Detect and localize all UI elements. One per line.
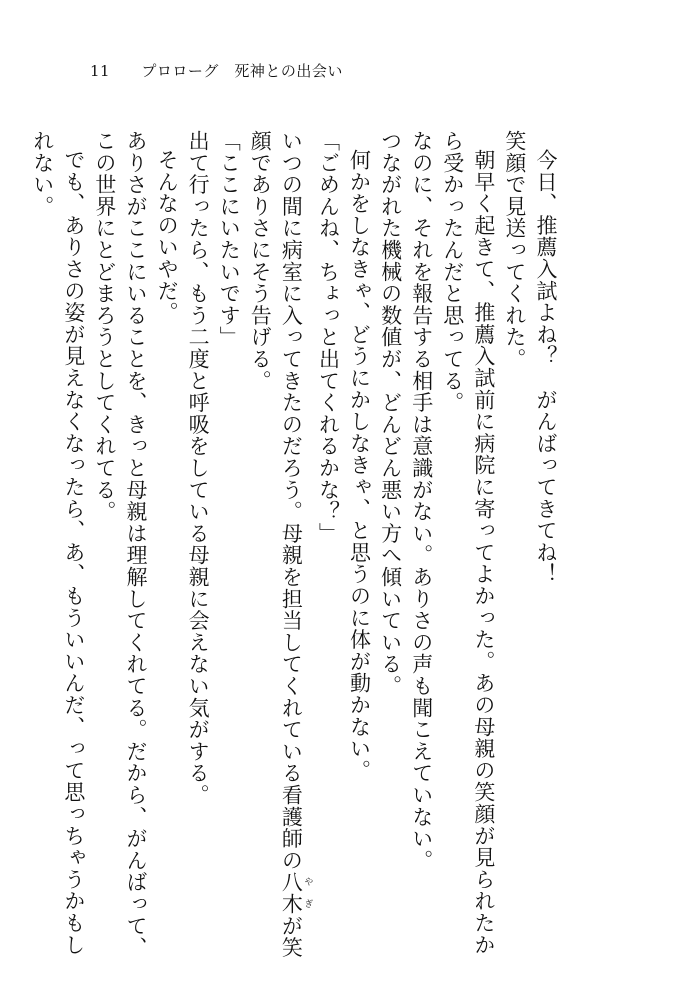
ruby-base: 八木 (279, 871, 304, 915)
vertical-body-text (27, 130, 561, 970)
paragraph-13: でも、ありさの姿が見えなくなったら、あ、もういいんだ、って思っちゃうかもしれない。 (30, 130, 86, 956)
paragraph-1: 今日、推薦入試よね？ がんばってきてね！ (534, 148, 558, 585)
paragraph-5: つながれた機械の数値が、どんどん悪い方へ傾いている。 (378, 130, 403, 697)
paragraph-3: 朝早く起きて、推薦入試前に病院に寄ってよかった。あの母親の笑顔が見られたから受かったんだと思ってる。 (440, 130, 496, 956)
page-header (90, 60, 343, 81)
page-number: 11 (90, 62, 111, 80)
ruby-name-yagi (279, 871, 313, 915)
ruby-reading: やぎ (302, 871, 313, 915)
paragraph-8-before-ruby: いつの間に病室に入ってきたのだろう。母親を担当してくれている看護師の (279, 130, 304, 872)
paragraph-9: 「ここにいたいです」 (217, 130, 242, 348)
paragraph-7: 「ごめんね、ちょっと出てくれるかな？」 (316, 130, 341, 545)
paragraph-8-after-ruby: が笑顔でありさにそう告げる。 (248, 130, 304, 959)
paragraph-4: なのに、それを報告する相手は意識がない。ありさの声も聞こえていない。 (409, 130, 434, 872)
chapter-title: プロローグ 死神との出会い (141, 62, 343, 80)
paragraph-8 (244, 130, 312, 970)
paragraph-11: そんなのいやだ。 (155, 148, 180, 324)
paragraph-12: ありさがここにいることを、きっと母親は理解してくれてる。だから、がんばって、この世界にとどまろうとしてくれてる。 (92, 130, 148, 959)
paragraph-2: 笑顔で見送ってくれた。 (502, 130, 527, 370)
paragraph-6: 何かをしなきゃ、どうにかしなきゃ、と思うのに体が動かない。 (347, 148, 372, 782)
paragraph-10: 出て行ったら、もう二度と呼吸をしている母親に会えない気がする。 (186, 130, 211, 806)
